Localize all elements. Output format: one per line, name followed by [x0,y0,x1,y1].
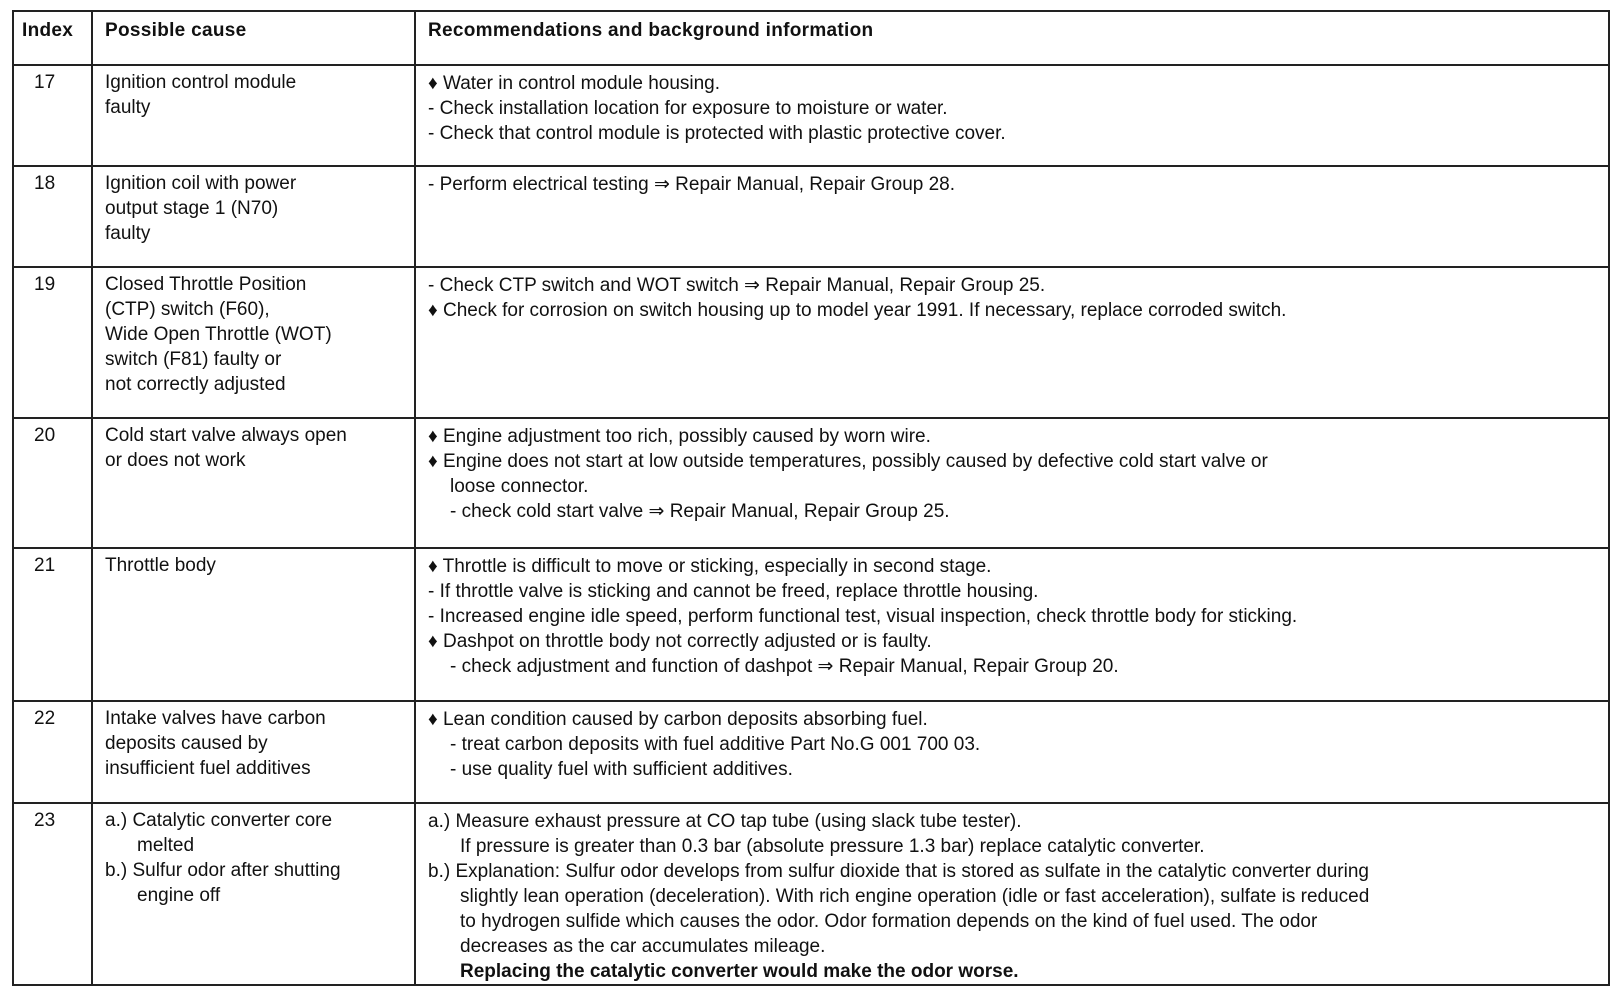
row-index: 21 [13,548,92,701]
cause-line: not correctly adjusted [105,374,286,395]
cause-line: insufficient fuel additives [105,758,311,779]
recommendation-line: loose connector. [450,476,589,497]
header-recommendations: Recommendations and background information [415,11,1609,65]
cause-line: Cold start valve always open [105,425,347,446]
table-row [13,803,1609,985]
cause-line: melted [137,835,195,856]
possible-cause-cell [92,267,415,418]
row-index: 17 [13,65,92,166]
recommendation-line: If pressure is greater than 0.3 bar (absolute pressure 1.3 bar) replace catalytic converter. [460,836,1205,857]
recommendation-line: ♦ Engine adjustment too rich, possibly caused by worn wire. [428,426,931,447]
recommendation-cell [415,166,1609,267]
row-index: 20 [13,418,92,548]
recommendation-cell [415,701,1609,803]
possible-cause-cell [92,166,415,267]
recommendation-line: - Increased engine idle speed, perform functional test, visual inspection, check throttle body for sticking. [428,606,1298,627]
header-index: Index [13,11,92,65]
row-index: 19 [13,267,92,418]
recommendation-line: ♦ Check for corrosion on switch housing up to model year 1991. If necessary, replace corroded switch. [428,300,1287,321]
recommendation-line: slightly lean operation (deceleration). With rich engine operation (idle or fast acceleration), sulfate is reduced [460,886,1370,907]
recommendation-line: - Check installation location for exposure to moisture or water. [428,98,948,119]
cause-line: or does not work [105,450,246,471]
row-index: 18 [13,166,92,267]
recommendation-line: ♦ Dashpot on throttle body not correctly adjusted or is faulty. [428,631,932,652]
recommendation-cell [415,65,1609,166]
possible-cause-cell [92,701,415,803]
cause-line: faulty [105,97,151,118]
table-row [13,548,1609,701]
recommendation-cell [415,548,1609,701]
possible-cause-cell [92,803,415,985]
row-index: 23 [13,803,92,985]
troubleshooting-table [12,10,1610,986]
cause-line: switch (F81) faulty or [105,349,282,370]
recommendation-line: ♦ Lean condition caused by carbon deposits absorbing fuel. [428,709,928,730]
table-row [13,65,1609,166]
troubleshooting-document [12,10,1608,986]
possible-cause-cell [92,65,415,166]
cause-line: (CTP) switch (F60), [105,299,270,320]
cause-line: b.) Sulfur odor after shutting [105,860,341,881]
recommendation-line: - treat carbon deposits with fuel additive Part No.G 001 700 03. [450,734,981,755]
recommendation-line: ♦ Throttle is difficult to move or sticking, especially in second stage. [428,556,992,577]
recommendation-line: a.) Measure exhaust pressure at CO tap tube (using slack tube tester). [428,811,1022,832]
cause-line: engine off [137,885,221,906]
table-row [13,418,1609,548]
recommendation-cell [415,803,1609,985]
recommendation-line: - Check that control module is protected with plastic protective cover. [428,123,1006,144]
recommendation-line: b.) Explanation: Sulfur odor develops from sulfur dioxide that is stored as sulfate in the catalytic converter during [428,861,1369,882]
recommendation-line: - check adjustment and function of dashpot ⇒ Repair Manual, Repair Group 20. [450,656,1119,677]
recommendation-line: - If throttle valve is sticking and cannot be freed, replace throttle housing. [428,581,1039,602]
table-row [13,166,1609,267]
recommendation-line: - use quality fuel with sufficient additives. [450,759,793,780]
cause-line: Throttle body [105,555,216,576]
recommendation-line: - check cold start valve ⇒ Repair Manual, Repair Group 25. [450,501,950,522]
table-row [13,701,1609,803]
table-row [13,267,1609,418]
cause-line: Wide Open Throttle (WOT) [105,324,332,345]
recommendation-line: - Check CTP switch and WOT switch ⇒ Repair Manual, Repair Group 25. [428,275,1046,296]
table-header-row [13,11,1609,65]
recommendation-line: to hydrogen sulfide which causes the odor. Odor formation depends on the kind of fuel used. The odor [460,911,1318,932]
row-index: 22 [13,701,92,803]
recommendation-cell [415,418,1609,548]
possible-cause-cell [92,548,415,701]
recommendation-line: Replacing the catalytic converter would make the odor worse. [460,961,1019,982]
cause-line: a.) Catalytic converter core [105,810,333,831]
cause-line: Intake valves have carbon [105,708,326,729]
cause-line: Closed Throttle Position [105,274,307,295]
cause-line: output stage 1 (N70) [105,198,279,219]
possible-cause-cell [92,418,415,548]
cause-line: faulty [105,223,151,244]
cause-line: deposits caused by [105,733,268,754]
recommendation-line: - Perform electrical testing ⇒ Repair Manual, Repair Group 28. [428,174,956,195]
recommendation-line: ♦ Water in control module housing. [428,73,721,94]
header-possible-cause: Possible cause [92,11,415,65]
cause-line: Ignition control module [105,72,297,93]
recommendation-line: ♦ Engine does not start at low outside temperatures, possibly caused by defective cold start valve or [428,451,1268,472]
recommendation-line: decreases as the car accumulates mileage. [460,936,826,957]
cause-line: Ignition coil with power [105,173,297,194]
recommendation-cell [415,267,1609,418]
